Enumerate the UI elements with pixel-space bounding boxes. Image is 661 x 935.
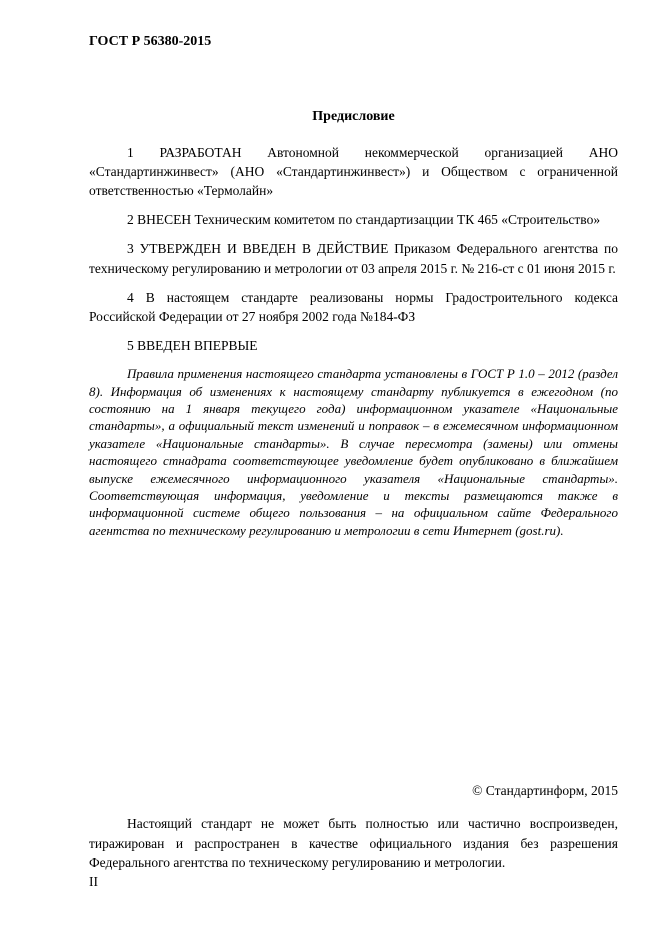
blank-space: [89, 539, 618, 781]
section-title-foreword: Предисловие: [312, 108, 395, 124]
standard-code-header: ГОСТ Р 56380-2015: [89, 34, 212, 49]
reproduction-restriction-notice: Настоящий стандарт не может быть полностью или частично воспроизведен, тиражирован и распространен в качестве официального издания без разрешения Федерального агентства по техническому регулированию и метрологии.: [89, 816, 618, 870]
paragraph-2-submitted-by: 2 ВНЕСЕН Техническим комитетом по стандартизацции ТК 465 «Строительство»: [127, 212, 601, 228]
paragraph-5-first-edition: 5 ВВЕДЕН ВПЕРВЫЕ: [127, 338, 258, 354]
page-number: II: [89, 873, 98, 889]
paragraph-1-developed-by: 1 РАЗРАБОТАН Автономной некоммерческой организацией АНО «Стандартинжинвест» (АНО «Стандартинжинвест») и Обществом с ограниченной ответственностью «Термолайн»: [89, 144, 618, 199]
paragraph-4-code-norms: 4 В настоящем стандарте реализованы нормы Градостроительного кодекса Российской Федерации от 27 ноября 2002 года №184-ФЗ: [89, 289, 618, 324]
application-rules-note: Правила применения настоящего стандарта установлены в ГОСТ Р 1.0 – 2012 (раздел 8). Информация об изменениях к настоящему стандарту публикуется в ежегодном (по состоянию на 1 января текущего года) информационном указателе «Национальные стандарты», а официальный текст изменений и поправок – в ежемесячном информационном указателе «Национальные стандарты». В случае пересмотра (замены) или отмены настоящего стнадрата соответствующее уведомление будет опубликовано в ближайшем выпуске ежемесячного информационного указателя «Национальные стандарты». Соответствующая информация, уведомление и тексты размещаются также в информационной системе общего пользования – на официальном сайте Федерального агентства по техническому регулированию и метрологии в сети Интернет (gost.ru).: [89, 366, 618, 538]
copyright-notice: © Стандартинформ, 2015: [472, 783, 618, 799]
paragraph-3-approved: 3 УТВЕРЖДЕН И ВВЕДЕН В ДЕЙСТВИЕ Приказом Федерального агентства по техническому регулированию и метрологии от 03 апреля 2015 г. № 216-ст с 01 июня 2015 г.: [89, 241, 618, 276]
